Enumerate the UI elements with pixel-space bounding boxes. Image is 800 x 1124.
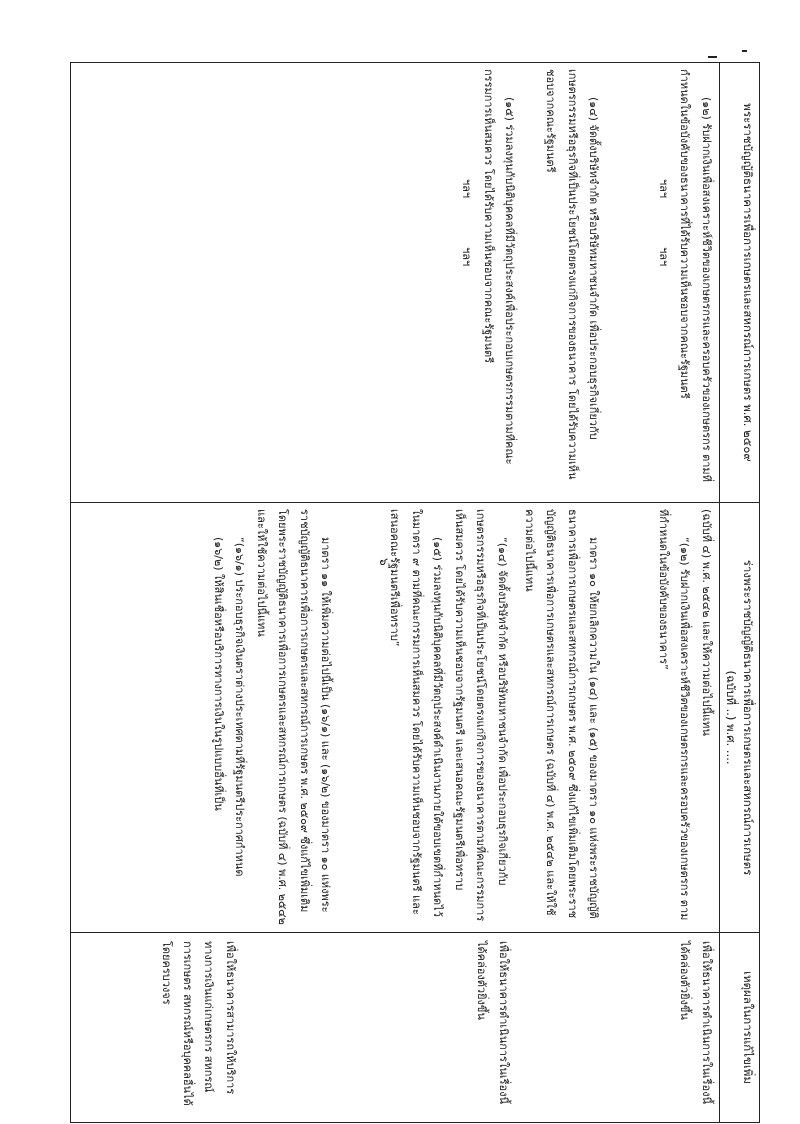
draft-clause-16-2: (๑๖/๒) ให้สินเชื่อหรือบริการทางการเงินในรูปแบบอื่นที่เป็น (211, 537, 225, 811)
reason-3: เพื่อให้ธนาคารสามารถให้บริการทางการเงินแก่เกษตรกร สหกรณ์การเกษตร สหกรณ์หรือบุคคลอื่นได้โดยครบวงจร (159, 941, 237, 1106)
comparison-table (70, 62, 760, 1123)
scan-mark (708, 56, 717, 58)
page-number: ๖ (377, 558, 391, 566)
table-header-row (719, 63, 759, 1123)
comparison-table-wrapper (70, 62, 760, 1122)
draft-clause-15: (๑๕) ร่วมลงทุนกับนิติบุคคลที่มีวัตถุประสงค์ดำเนินงานภายใต้ขอบเขตที่กำหนดไว้ในมาตรา ๙ ตามที่คณะกรรมการเห็นสมควร โดยได้รับความเห็นชอบจากรัฐมนตรี และเสนอคณะรัฐมนตรีเพื่อทราบ” (388, 509, 445, 917)
header-current-law: พระราชบัญญัติธนาคารเพื่อการเกษตรและสหกรณ์การเกษตร พ.ศ. ๒๕๐๙ (719, 63, 759, 503)
header-draft-edition: (ฉบับที่ ..) พ.ศ. .... (724, 670, 739, 765)
reasons-cell (71, 933, 720, 1123)
table-row (71, 63, 720, 1123)
draft-edition-line: (ฉบับที่ ๔) พ.ศ. ๒๕๔๒ และให้ความต่อไปนี้แทน (699, 509, 713, 736)
current-law-clause-15: (๑๕) ร่วมลงทุนกับนิติบุคคลที่มีวัตถุประสงค์เพื่อประกอบเกษตรกรรมตามที่คณะกรรมการเห็นสมควร โดยได้รับความเห็นชอบจากคณะรัฐมนตรี (481, 69, 517, 465)
current-law-clause-12: (๑๒) รับฝากเงินเพื่อสงเคราะห์ชีวิตของเกษตรกรและครอบครัวของเกษตรกร ตามที่กำหนดในข้อบังคับของธนาคารที่ได้รับความเห็นชอบจากคณะรัฐมนตรี (678, 69, 713, 482)
draft-section-11: มาตรา ๑๑ ให้เพิ่มความต่อไปนี้เป็น (๑๖/๑) และ (๑๖/๒) ของมาตรา ๑๐ แห่งพระราชบัญญัติธนาคารเพื่อการเกษตรและสหกรณ์การเกษตร พ.ศ. ๒๕๐๙ ซึ่งแก้ไขเพิ่มเติมโดยพระราชบัญญัติธนาคารเพื่อการเกษตรและสหกรณ์การเกษตร (ฉบับที่ ๔) พ.ศ. ๒๕๔๒ และให้ใช้ความต่อไปนี้แทน (254, 509, 332, 925)
scan-mark (742, 50, 747, 52)
pending-marker: ฯลฯ ฯลฯ (656, 179, 670, 267)
reason-1: เพื่อให้ธนาคารดำเนินการในเรื่องนี้ได้คล่องตัวยิ่งขึ้น (678, 941, 713, 1105)
draft-law-cell (71, 503, 720, 933)
draft-clause-14: “(๑๔) จัดตั้งบริษัทจำกัด หรือบริษัทมหาชนจำกัด เพื่อประกอบธุรกิจเกี่ยวกับเกษตรกรรมหรือธุรกิจที่เป็นประโยชน์โดยตรงแก่กิจการของธนาคารตามที่คณะกรรมการเห็นสมควร โดยได้รับความเห็นชอบจากรัฐมนตรี และเสนอคณะรัฐมนตรีเพื่อทราบ (452, 509, 509, 922)
reason-2: เพื่อให้ธนาคารดำเนินการในเรื่องนี้ได้คล่องตัวยิ่งขึ้น (475, 941, 510, 1105)
pending-marker: ฯลฯ ฯลฯ (460, 179, 474, 267)
current-law-cell (71, 63, 720, 503)
header-draft-law: ร่างพระราชบัญญัติธนาคารเพื่อการเกษตรและสหกรณ์การเกษตร (ฉบับที่ ..) พ.ศ. .... (719, 503, 759, 933)
draft-clause-16-1: “(๑๖/๑) ประกอบธุรกิจเงินตราต่างประเทศตามที่รัฐมนตรีประกาศกำหนด (233, 537, 247, 877)
draft-section-10: มาตรา ๑๐ ให้ยกเลิกความใน (๑๔) และ (๑๕) ของมาตรา ๑๐ แห่งพระราชบัญญัติธนาคารเพื่อการเกษตรและสหกรณ์การเกษตร พ.ศ. ๒๕๐๙ ซึ่งแก้ไขเพิ่มเติมโดยพระราชบัญญัติธนาคารเพื่อการเกษตรและสหกรณ์การเกษตร (ฉบับที่ ๔) พ.ศ. ๒๕๔๒ และให้ใช้ความต่อไปนี้แทน (523, 509, 601, 919)
current-law-clause-14: (๑๔) จัดตั้งบริษัทจำกัด หรือบริษัทมหาชนจำกัด เพื่อประกอบธุรกิจเกี่ยวกับเกษตรกรรมหรือธุรกิจที่เป็นประโยชน์โดยตรงแก่กิจการของธนาคาร โดยได้รับความเห็นชอบจากคณะรัฐมนตรี (544, 69, 601, 480)
header-reasons: เหตุผลในการแก้ไขเพิ่ม (719, 933, 759, 1123)
draft-clause-12: “(๑๒) รับฝากเงินเพื่อสงเคราะห์ชีวิตของเกษตรกรและครอบครัวของเกษตรกร ตามที่กำหนดในข้อบังคับของธนาคาร” (656, 509, 692, 921)
